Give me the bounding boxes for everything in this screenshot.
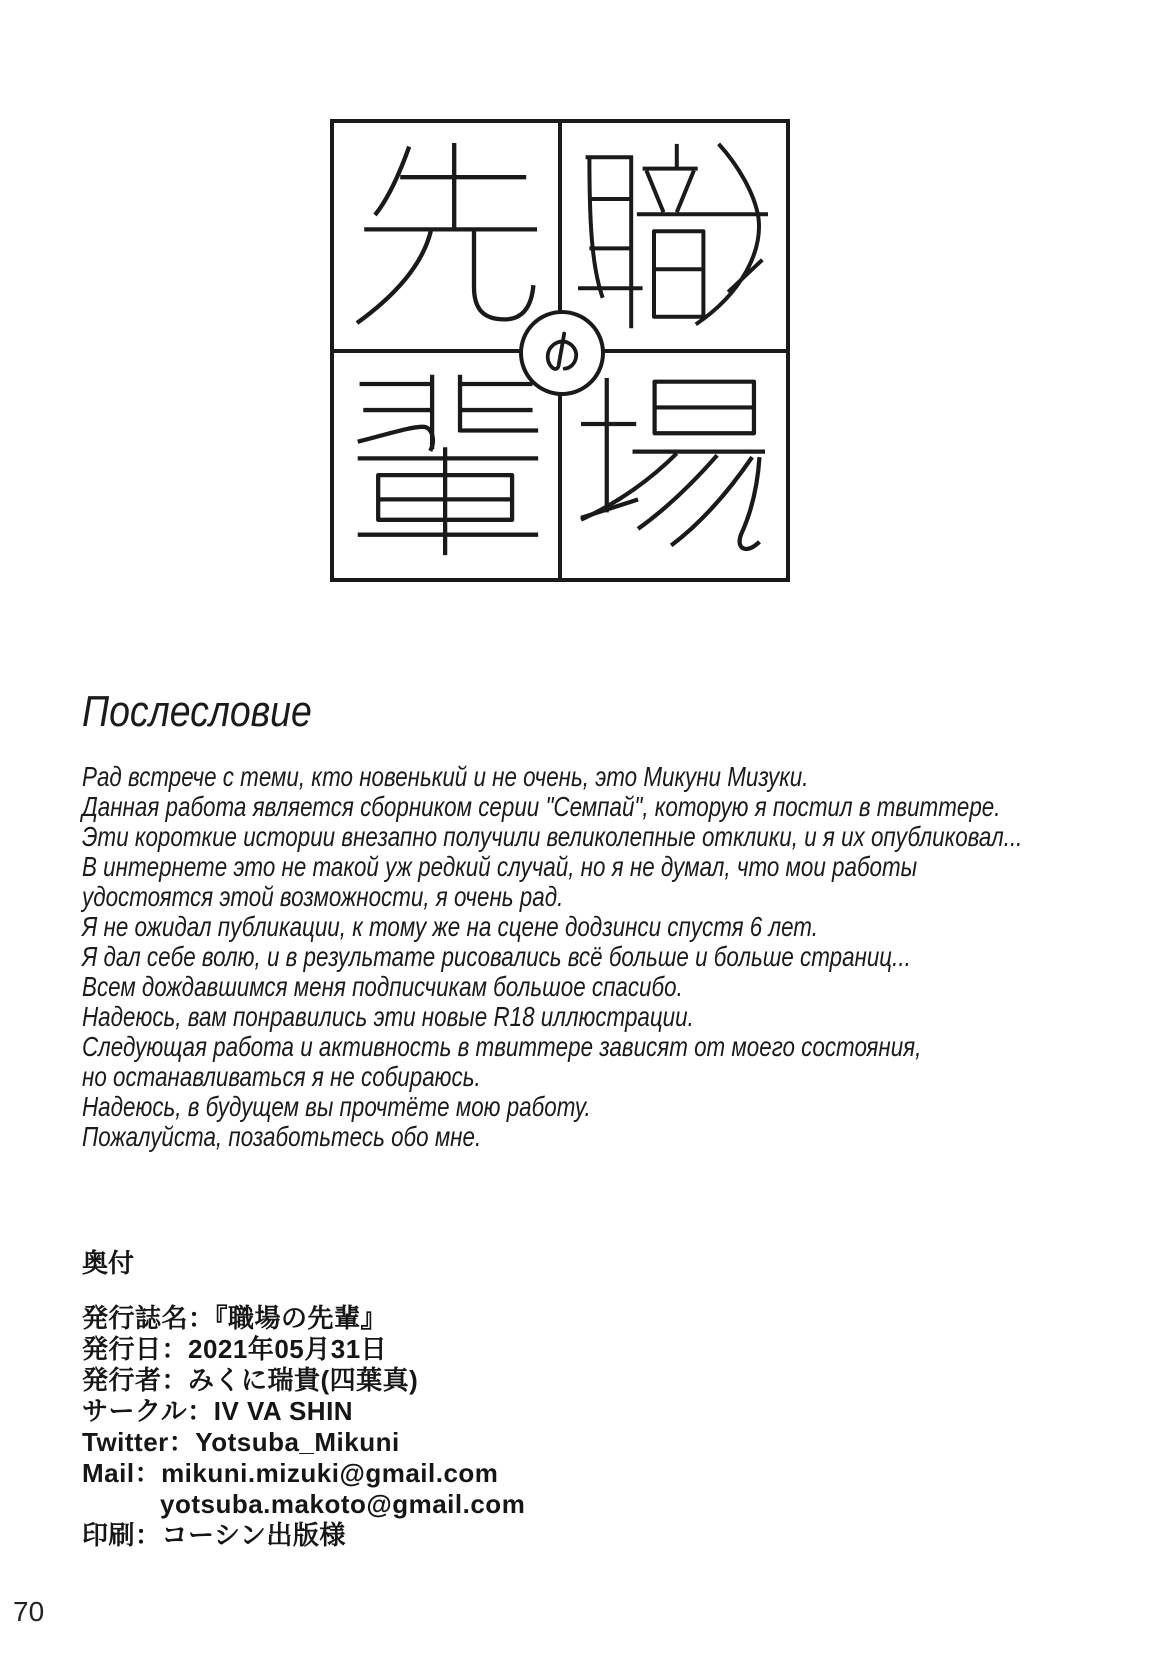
colophon-line-publisher: 発行者：みくに瑞貴(四葉真)	[82, 1365, 419, 1395]
colophon-line-title: 発行誌名：『職場の先輩』	[82, 1303, 388, 1333]
colophon	[82, 1303, 525, 1551]
afterword-text	[82, 762, 1022, 1152]
colophon-line-circle: サークル：IV VA SHIN	[82, 1396, 354, 1426]
logo-cell-top-left	[334, 123, 560, 351]
title-logo	[330, 119, 790, 582]
colophon-line-printer: 印刷：コーシン出版様	[82, 1520, 346, 1550]
afterword-line: Я не ожидал публикации, к тому же на сцене додзинси спустя 6 лет.	[82, 911, 818, 942]
colophon-line-mail-1: Mail：mikuni.mizuki@gmail.com	[82, 1458, 499, 1488]
page-number: 70	[13, 1596, 45, 1627]
logo-cell-bottom-left	[334, 351, 560, 579]
kanji-ba-graphic	[581, 371, 765, 569]
logo-center-circle	[519, 310, 605, 396]
colophon-label: 奥付	[82, 1248, 135, 1278]
kanji-shoku-graphic	[566, 142, 780, 332]
colophon-line-date: 発行日：2021年05月31日	[82, 1334, 388, 1364]
afterword-line: Надеюсь, вам понравились эти новые R18 иллюстрации.	[82, 1001, 694, 1032]
kanji-sen-graphic	[353, 143, 541, 323]
hiragana-no-graphic	[535, 326, 589, 380]
kanji-hai-graphic	[351, 371, 543, 557]
colophon-line-twitter: Twitter：Yotsuba_Mikuni	[82, 1427, 400, 1457]
afterword-line: Всем дождавшимся меня подписчикам большое спасибо.	[82, 971, 683, 1002]
afterword-line: Эти короткие истории внезапно получили великолепные отклики, и я их опубликовал...	[82, 821, 1023, 852]
afterword-line: но останавливаться я не собираюсь.	[82, 1061, 481, 1092]
afterword-line: Рад встрече с теми, кто новенький и не очень, это Микуни Мизуки.	[82, 761, 809, 792]
afterword-line: удостоятся этой возможности, я очень рад.	[82, 881, 564, 912]
logo-cell-bottom-right	[560, 351, 786, 579]
afterword-line: Надеюсь, в будущем вы прочтёте мою работу.	[82, 1091, 591, 1122]
afterword-line: В интернете это не такой уж редкий случай, но я не думал, что мои работы	[82, 851, 918, 882]
afterword-line: Следующая работа и активность в твиттере зависят от моего состояния,	[82, 1031, 922, 1062]
afterword-line: Пожалуйста, позаботьтесь обо мне.	[82, 1121, 482, 1152]
afterword-line: Данная работа является сборником серии "Семпай", которую я постил в твиттере.	[82, 791, 1001, 822]
afterword-heading: Послесловие	[82, 687, 312, 736]
logo-cell-top-right	[560, 123, 786, 351]
afterword-line: Я дал себе волю, и в результате рисовались всё больше и больше страниц...	[82, 941, 911, 972]
colophon-line-mail-2: yotsuba.makoto@gmail.com	[160, 1489, 526, 1519]
